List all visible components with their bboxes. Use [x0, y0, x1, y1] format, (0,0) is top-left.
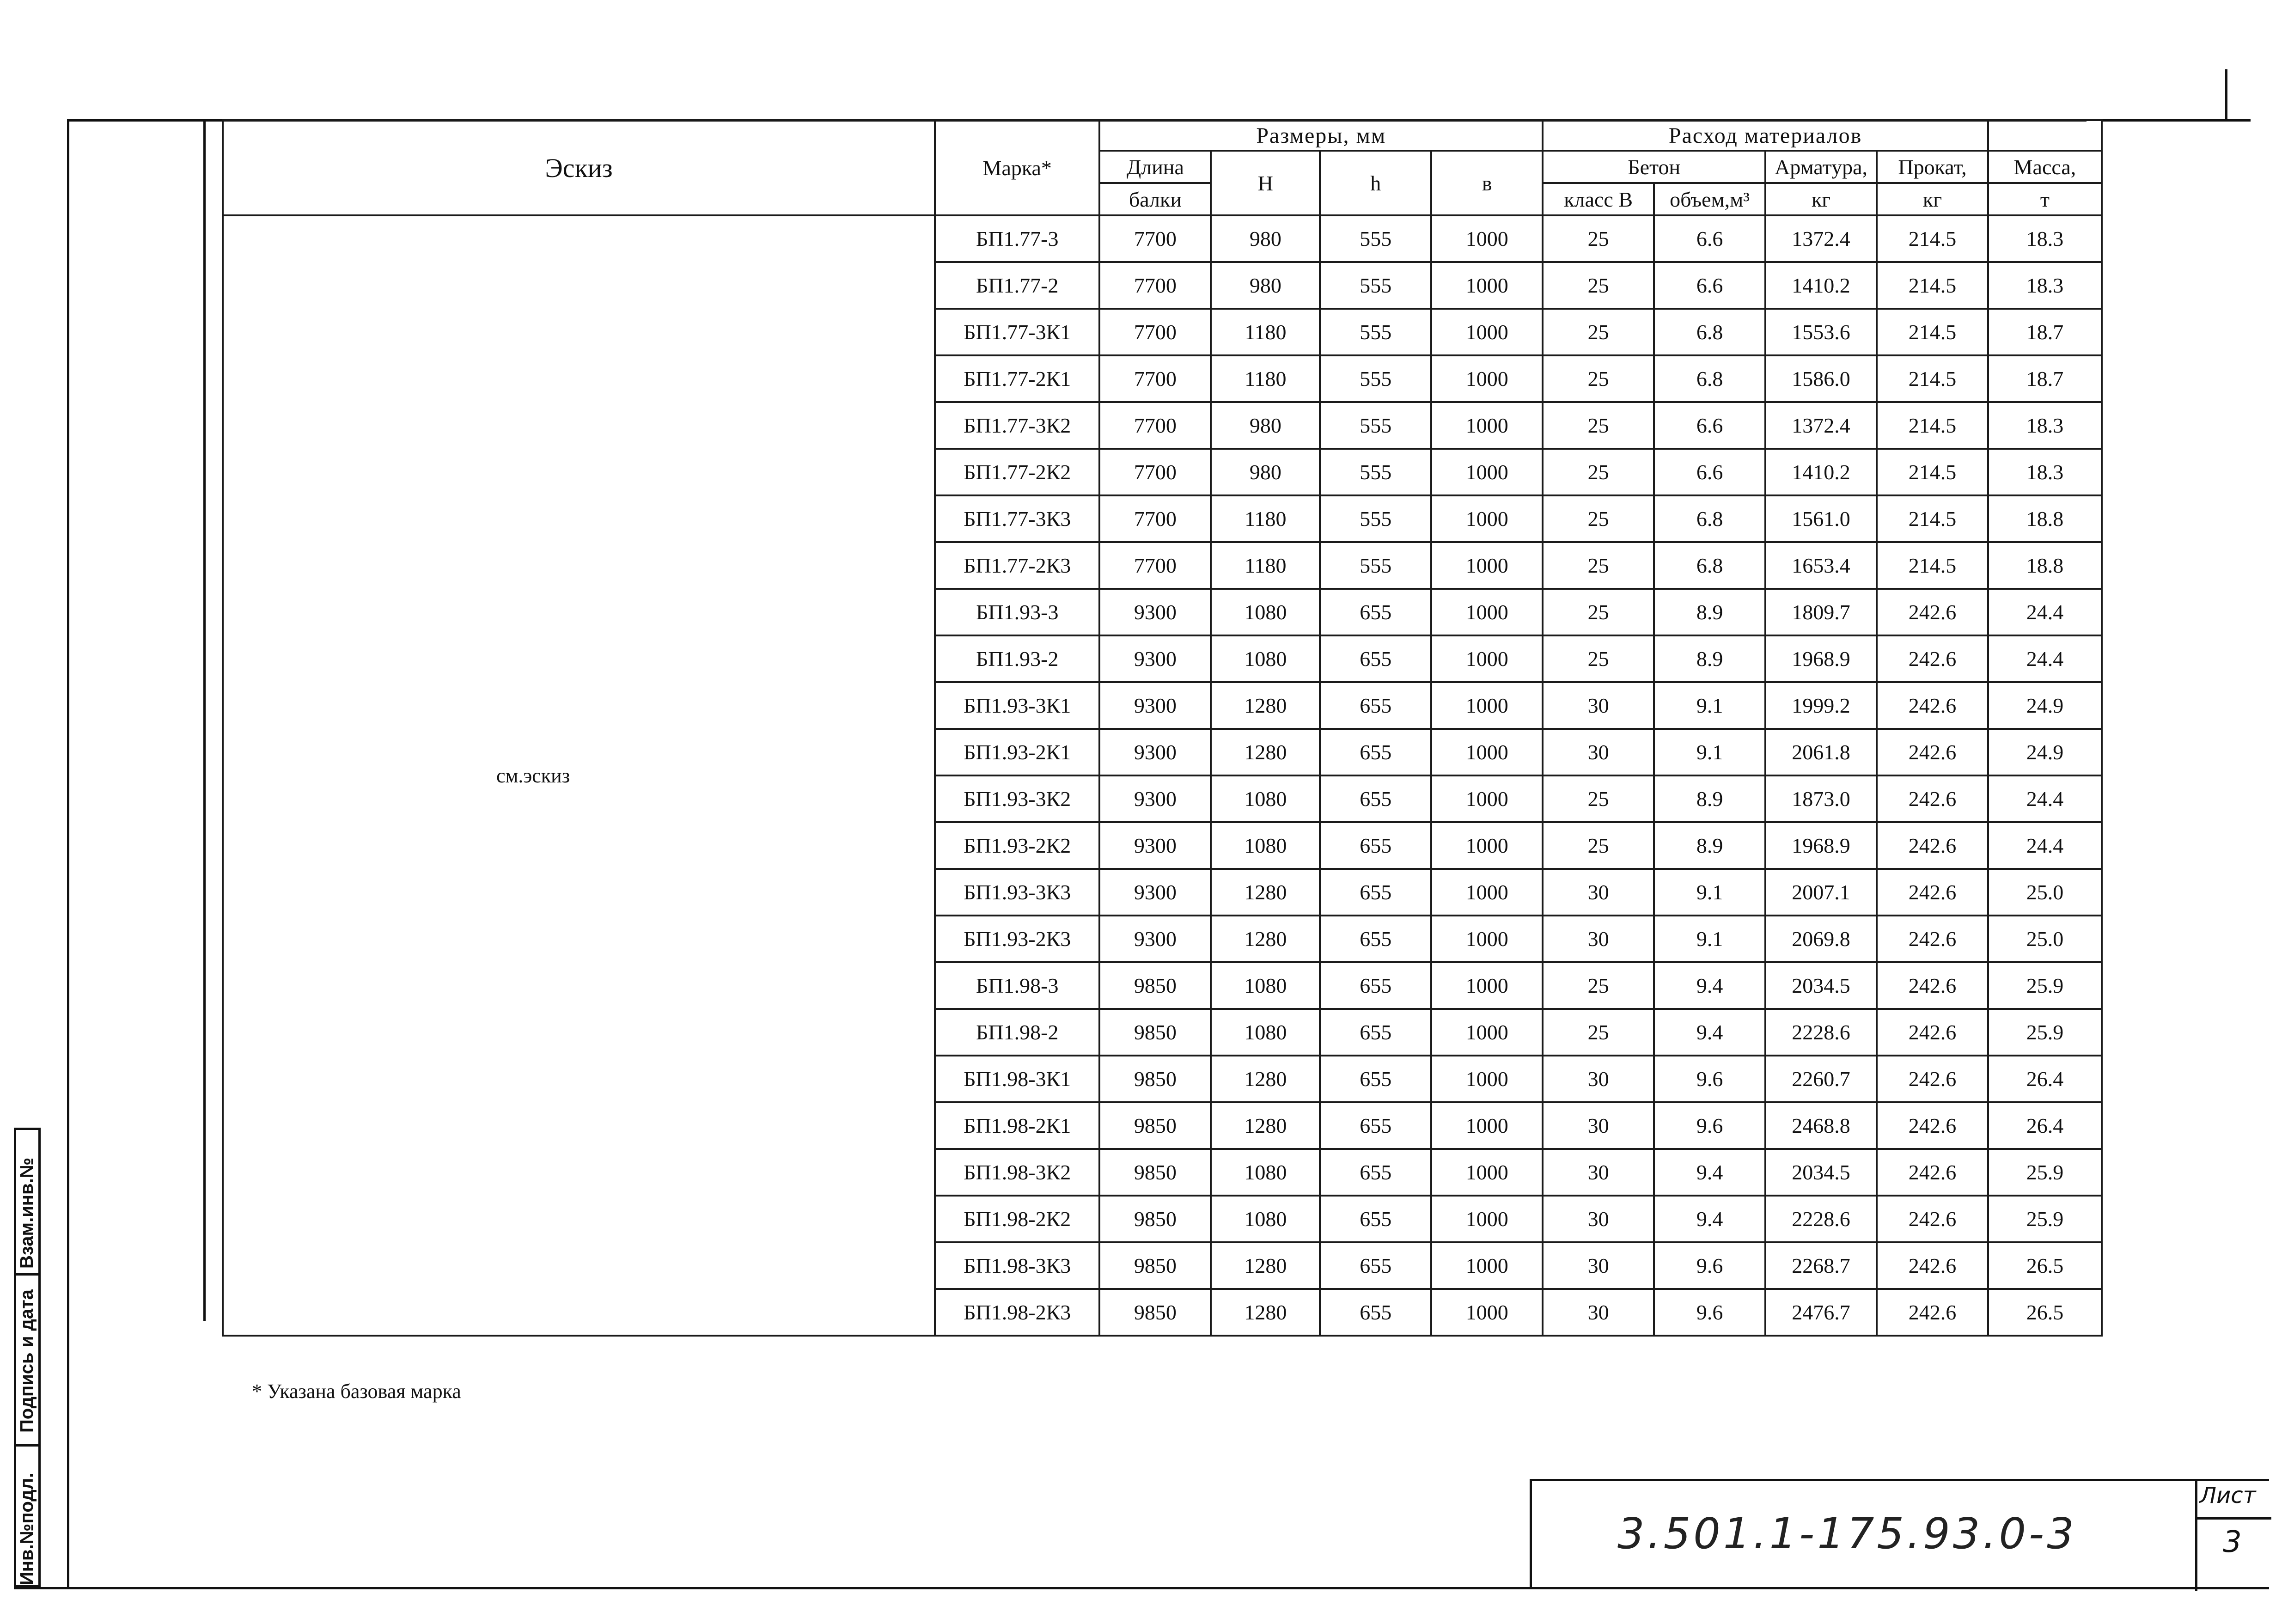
cell-h: 655	[1320, 1242, 1431, 1289]
cell-H: 1080	[1211, 775, 1320, 822]
cell-b: 1000	[1431, 822, 1543, 869]
cell-concrete-volume: 9.6	[1654, 1102, 1765, 1149]
cell-concrete-class: 25	[1543, 309, 1654, 355]
cell-concrete-volume: 9.1	[1654, 916, 1765, 962]
cell-rolled: 242.6	[1877, 1056, 1988, 1102]
cell-mark: БП1.98-3К3	[935, 1242, 1099, 1289]
cell-b: 1000	[1431, 589, 1543, 635]
cell-mass: 18.3	[1988, 449, 2102, 495]
header-mass-top: Масса,	[1988, 151, 2102, 183]
cell-H: 1180	[1211, 542, 1320, 589]
cell-rolled: 242.6	[1877, 1289, 1988, 1336]
cell-length: 9850	[1099, 1242, 1211, 1289]
cell-concrete-class: 30	[1543, 1102, 1654, 1149]
cell-h: 655	[1320, 1009, 1431, 1056]
cell-concrete-class: 30	[1543, 682, 1654, 729]
cell-mark: БП1.98-3	[935, 962, 1099, 1009]
cell-rolled: 242.6	[1877, 682, 1988, 729]
cell-H: 980	[1211, 215, 1320, 262]
cell-rebar: 2034.5	[1765, 962, 1877, 1009]
cell-h: 555	[1320, 449, 1431, 495]
cell-h: 655	[1320, 589, 1431, 635]
header-rebar-bottom: кг	[1765, 183, 1877, 215]
header-rebar-top: Арматура,	[1765, 151, 1877, 183]
cell-concrete-class: 25	[1543, 262, 1654, 309]
cell-rolled: 242.6	[1877, 1196, 1988, 1242]
cell-mark: БП1.93-3	[935, 589, 1099, 635]
side-divider-2	[16, 1444, 38, 1447]
cell-H: 980	[1211, 262, 1320, 309]
cell-H: 1180	[1211, 309, 1320, 355]
cell-mark: БП1.93-2К3	[935, 916, 1099, 962]
cell-b: 1000	[1431, 869, 1543, 916]
cell-rolled: 214.5	[1877, 262, 1988, 309]
cell-H: 1180	[1211, 495, 1320, 542]
cell-rebar: 1873.0	[1765, 775, 1877, 822]
cell-rolled: 242.6	[1877, 1102, 1988, 1149]
cell-mark: БП1.77-3К3	[935, 495, 1099, 542]
stamp-sheet-divider	[2195, 1517, 2271, 1520]
header-mark: Марка*	[935, 120, 1099, 215]
cell-concrete-volume: 9.6	[1654, 1242, 1765, 1289]
header-sketch: Эскиз	[223, 120, 935, 215]
cell-b: 1000	[1431, 402, 1543, 449]
cell-b: 1000	[1431, 1289, 1543, 1336]
cell-concrete-class: 30	[1543, 1149, 1654, 1196]
cell-rebar: 1553.6	[1765, 309, 1877, 355]
cell-rolled: 242.6	[1877, 775, 1988, 822]
cell-length: 9850	[1099, 1196, 1211, 1242]
cell-rebar: 1586.0	[1765, 355, 1877, 402]
cell-length: 7700	[1099, 402, 1211, 449]
cell-concrete-volume: 8.9	[1654, 822, 1765, 869]
cell-length: 7700	[1099, 495, 1211, 542]
cell-H: 1080	[1211, 635, 1320, 682]
cell-concrete-class: 30	[1543, 916, 1654, 962]
cell-mass: 18.3	[1988, 262, 2102, 309]
cell-h: 555	[1320, 355, 1431, 402]
cell-h: 655	[1320, 1102, 1431, 1149]
frame-left-line	[67, 119, 69, 1589]
cell-h: 555	[1320, 402, 1431, 449]
cell-mass: 18.3	[1988, 215, 2102, 262]
side-inv-no: Инв.№подл.	[17, 1472, 37, 1585]
cell-b: 1000	[1431, 309, 1543, 355]
header-length-bottom: балки	[1099, 183, 1211, 215]
cell-concrete-volume: 6.6	[1654, 402, 1765, 449]
cell-b: 1000	[1431, 262, 1543, 309]
cell-rolled: 214.5	[1877, 542, 1988, 589]
cell-mark: БП1.93-2К2	[935, 822, 1099, 869]
cell-H: 1280	[1211, 916, 1320, 962]
cell-concrete-class: 25	[1543, 1009, 1654, 1056]
cell-length: 9850	[1099, 962, 1211, 1009]
cell-concrete-class: 25	[1543, 635, 1654, 682]
cell-rolled: 242.6	[1877, 962, 1988, 1009]
header-length-top: Длина	[1099, 151, 1211, 183]
cell-concrete-class: 25	[1543, 495, 1654, 542]
cell-rebar: 1372.4	[1765, 215, 1877, 262]
cell-concrete-class: 30	[1543, 1242, 1654, 1289]
cell-length: 9300	[1099, 775, 1211, 822]
cell-mass: 24.4	[1988, 635, 2102, 682]
cell-b: 1000	[1431, 962, 1543, 1009]
cell-concrete-volume: 9.1	[1654, 729, 1765, 775]
header-mass-blank	[1988, 120, 2102, 151]
cell-rebar: 2476.7	[1765, 1289, 1877, 1336]
cell-rolled: 242.6	[1877, 1149, 1988, 1196]
cell-h: 555	[1320, 309, 1431, 355]
header-h: h	[1320, 151, 1431, 215]
cell-rolled: 214.5	[1877, 495, 1988, 542]
header-concrete: Бетон	[1543, 151, 1765, 183]
cell-H: 1080	[1211, 1009, 1320, 1056]
cell-rolled: 214.5	[1877, 215, 1988, 262]
cell-rebar: 2034.5	[1765, 1149, 1877, 1196]
cell-concrete-volume: 8.9	[1654, 635, 1765, 682]
cell-b: 1000	[1431, 775, 1543, 822]
cell-concrete-class: 25	[1543, 215, 1654, 262]
cell-mass: 25.9	[1988, 1196, 2102, 1242]
cell-H: 1280	[1211, 1102, 1320, 1149]
cell-H: 980	[1211, 402, 1320, 449]
cell-mark: БП1.93-2	[935, 635, 1099, 682]
table-row	[223, 215, 2102, 262]
cell-mass: 25.9	[1988, 1149, 2102, 1196]
cell-b: 1000	[1431, 1242, 1543, 1289]
cell-concrete-volume: 6.8	[1654, 495, 1765, 542]
cell-mark: БП1.93-2К1	[935, 729, 1099, 775]
cell-length: 9300	[1099, 822, 1211, 869]
cell-rebar: 1809.7	[1765, 589, 1877, 635]
cell-mass: 25.0	[1988, 869, 2102, 916]
cell-b: 1000	[1431, 215, 1543, 262]
cell-rolled: 214.5	[1877, 309, 1988, 355]
cell-rebar: 2228.6	[1765, 1196, 1877, 1242]
cell-length: 9300	[1099, 869, 1211, 916]
cell-concrete-class: 25	[1543, 775, 1654, 822]
header-rolled-bottom: кг	[1877, 183, 1988, 215]
cell-length: 9850	[1099, 1009, 1211, 1056]
cell-h: 655	[1320, 775, 1431, 822]
cell-length: 9850	[1099, 1149, 1211, 1196]
cell-h: 655	[1320, 1196, 1431, 1242]
cell-mass: 24.4	[1988, 822, 2102, 869]
side-sign-date: Подпись и дата	[17, 1289, 37, 1433]
cell-length: 9300	[1099, 589, 1211, 635]
header-concrete-class: класс В	[1543, 183, 1654, 215]
cell-rebar: 2260.7	[1765, 1056, 1877, 1102]
cell-mark: БП1.98-2К3	[935, 1289, 1099, 1336]
cell-concrete-volume: 9.1	[1654, 869, 1765, 916]
cell-length: 9850	[1099, 1056, 1211, 1102]
cell-mark: БП1.77-2К2	[935, 449, 1099, 495]
frame-inner-left-line	[203, 119, 206, 1321]
cell-rolled: 242.6	[1877, 635, 1988, 682]
cell-b: 1000	[1431, 355, 1543, 402]
table-body	[223, 215, 2102, 1336]
cell-mark: БП1.98-2	[935, 1009, 1099, 1056]
cell-H: 1080	[1211, 1196, 1320, 1242]
cell-mark: БП1.77-3К2	[935, 402, 1099, 449]
cell-concrete-class: 25	[1543, 962, 1654, 1009]
cell-rolled: 214.5	[1877, 355, 1988, 402]
cell-b: 1000	[1431, 916, 1543, 962]
footnote: * Указана базовая марка	[252, 1380, 461, 1403]
cell-rebar: 1999.2	[1765, 682, 1877, 729]
cell-length: 9850	[1099, 1102, 1211, 1149]
cell-h: 655	[1320, 1289, 1431, 1336]
cell-h: 655	[1320, 869, 1431, 916]
cell-rebar: 2228.6	[1765, 1009, 1877, 1056]
cell-concrete-class: 25	[1543, 589, 1654, 635]
cell-rebar: 1968.9	[1765, 822, 1877, 869]
cell-H: 980	[1211, 449, 1320, 495]
cell-h: 555	[1320, 495, 1431, 542]
cell-rolled: 242.6	[1877, 1242, 1988, 1289]
cell-rolled: 242.6	[1877, 822, 1988, 869]
cell-b: 1000	[1431, 449, 1543, 495]
cell-concrete-class: 30	[1543, 1196, 1654, 1242]
frame-right-top-line	[2103, 119, 2251, 122]
cell-rebar: 2061.8	[1765, 729, 1877, 775]
cell-rebar: 1372.4	[1765, 402, 1877, 449]
cell-mass: 25.9	[1988, 1009, 2102, 1056]
cell-rolled: 242.6	[1877, 1009, 1988, 1056]
cell-mass: 18.8	[1988, 542, 2102, 589]
cell-rebar: 1968.9	[1765, 635, 1877, 682]
cell-concrete-volume: 6.6	[1654, 215, 1765, 262]
cell-mark: БП1.77-3К1	[935, 309, 1099, 355]
header-mass-bottom: т	[1988, 183, 2102, 215]
cell-concrete-volume: 9.1	[1654, 682, 1765, 729]
cell-length: 9300	[1099, 635, 1211, 682]
header-dimensions: Размеры, мм	[1099, 120, 1543, 151]
frame-right-mark	[2225, 69, 2227, 120]
cell-rebar: 1561.0	[1765, 495, 1877, 542]
cell-H: 1280	[1211, 1056, 1320, 1102]
cell-rebar: 1410.2	[1765, 262, 1877, 309]
header-materials: Расход материалов	[1543, 120, 1988, 151]
cell-b: 1000	[1431, 1009, 1543, 1056]
cell-H: 1280	[1211, 1242, 1320, 1289]
cell-length: 9300	[1099, 729, 1211, 775]
cell-mark: БП1.77-2К3	[935, 542, 1099, 589]
cell-mass: 26.4	[1988, 1102, 2102, 1149]
cell-h: 655	[1320, 635, 1431, 682]
stamp-divider	[2195, 1481, 2197, 1591]
cell-mark: БП1.93-3К1	[935, 682, 1099, 729]
cell-mass: 26.5	[1988, 1242, 2102, 1289]
cell-H: 1080	[1211, 962, 1320, 1009]
cell-mark: БП1.93-3К2	[935, 775, 1099, 822]
cell-mass: 25.9	[1988, 962, 2102, 1009]
cell-concrete-volume: 9.4	[1654, 1196, 1765, 1242]
cell-mark: БП1.77-2К1	[935, 355, 1099, 402]
cell-h: 555	[1320, 215, 1431, 262]
cell-b: 1000	[1431, 1056, 1543, 1102]
cell-b: 1000	[1431, 1102, 1543, 1149]
header-b: в	[1431, 151, 1543, 215]
cell-concrete-class: 30	[1543, 869, 1654, 916]
beam-spec-table	[222, 119, 2103, 1337]
cell-concrete-class: 25	[1543, 402, 1654, 449]
cell-concrete-class: 25	[1543, 449, 1654, 495]
header-H: H	[1211, 151, 1320, 215]
cell-mark: БП1.93-3К3	[935, 869, 1099, 916]
cell-concrete-volume: 9.4	[1654, 1149, 1765, 1196]
cell-concrete-class: 30	[1543, 1056, 1654, 1102]
sketch-note: см.эскиз	[223, 215, 935, 1336]
cell-concrete-volume: 8.9	[1654, 589, 1765, 635]
cell-rebar: 2069.8	[1765, 916, 1877, 962]
cell-h: 655	[1320, 916, 1431, 962]
cell-H: 1080	[1211, 822, 1320, 869]
cell-h: 655	[1320, 1056, 1431, 1102]
cell-h: 555	[1320, 262, 1431, 309]
cell-mark: БП1.98-3К2	[935, 1149, 1099, 1196]
cell-H: 1280	[1211, 729, 1320, 775]
cell-length: 7700	[1099, 309, 1211, 355]
cell-length: 9300	[1099, 682, 1211, 729]
cell-mass: 24.4	[1988, 775, 2102, 822]
cell-concrete-volume: 9.6	[1654, 1289, 1765, 1336]
cell-h: 655	[1320, 729, 1431, 775]
cell-rolled: 242.6	[1877, 869, 1988, 916]
cell-rebar: 2268.7	[1765, 1242, 1877, 1289]
cell-b: 1000	[1431, 729, 1543, 775]
cell-concrete-volume: 9.4	[1654, 1009, 1765, 1056]
header-rolled-top: Прокат,	[1877, 151, 1988, 183]
cell-length: 7700	[1099, 449, 1211, 495]
cell-length: 7700	[1099, 542, 1211, 589]
cell-mark: БП1.77-2	[935, 262, 1099, 309]
header-concrete-volume: объем,м³	[1654, 183, 1765, 215]
cell-mass: 18.7	[1988, 309, 2102, 355]
cell-mass: 24.9	[1988, 682, 2102, 729]
cell-length: 9300	[1099, 916, 1211, 962]
cell-mass: 25.0	[1988, 916, 2102, 962]
cell-concrete-class: 30	[1543, 1289, 1654, 1336]
cell-h: 655	[1320, 962, 1431, 1009]
cell-mass: 24.9	[1988, 729, 2102, 775]
cell-rolled: 214.5	[1877, 449, 1988, 495]
cell-b: 1000	[1431, 542, 1543, 589]
cell-concrete-volume: 6.6	[1654, 262, 1765, 309]
cell-concrete-class: 30	[1543, 729, 1654, 775]
cell-mass: 18.3	[1988, 402, 2102, 449]
side-replace-inv: Взам.инв.№	[17, 1157, 37, 1269]
cell-H: 1080	[1211, 589, 1320, 635]
cell-mass: 26.5	[1988, 1289, 2102, 1336]
cell-length: 9850	[1099, 1289, 1211, 1336]
cell-h: 655	[1320, 1149, 1431, 1196]
cell-H: 1280	[1211, 869, 1320, 916]
cell-concrete-class: 25	[1543, 542, 1654, 589]
cell-length: 7700	[1099, 355, 1211, 402]
cell-mass: 18.7	[1988, 355, 2102, 402]
cell-mass: 18.8	[1988, 495, 2102, 542]
cell-rebar: 1653.4	[1765, 542, 1877, 589]
cell-rebar: 1410.2	[1765, 449, 1877, 495]
cell-h: 555	[1320, 542, 1431, 589]
cell-length: 7700	[1099, 215, 1211, 262]
cell-rolled: 214.5	[1877, 402, 1988, 449]
cell-mark: БП1.98-2К2	[935, 1196, 1099, 1242]
cell-rolled: 242.6	[1877, 916, 1988, 962]
sheet-label: Лист	[2200, 1483, 2256, 1508]
cell-H: 1280	[1211, 1289, 1320, 1336]
cell-b: 1000	[1431, 635, 1543, 682]
cell-concrete-volume: 6.8	[1654, 309, 1765, 355]
cell-concrete-volume: 6.8	[1654, 542, 1765, 589]
cell-concrete-volume: 6.8	[1654, 355, 1765, 402]
cell-mass: 24.4	[1988, 589, 2102, 635]
side-divider-1	[16, 1273, 38, 1276]
cell-concrete-volume: 6.6	[1654, 449, 1765, 495]
cell-mark: БП1.98-3К1	[935, 1056, 1099, 1102]
cell-length: 7700	[1099, 262, 1211, 309]
cell-H: 1080	[1211, 1149, 1320, 1196]
cell-b: 1000	[1431, 1196, 1543, 1242]
cell-b: 1000	[1431, 495, 1543, 542]
cell-h: 655	[1320, 822, 1431, 869]
cell-rolled: 242.6	[1877, 589, 1988, 635]
cell-mark: БП1.77-3	[935, 215, 1099, 262]
cell-concrete-volume: 9.6	[1654, 1056, 1765, 1102]
cell-b: 1000	[1431, 682, 1543, 729]
cell-concrete-volume: 9.4	[1654, 962, 1765, 1009]
cell-concrete-class: 25	[1543, 822, 1654, 869]
cell-concrete-volume: 8.9	[1654, 775, 1765, 822]
cell-rebar: 2007.1	[1765, 869, 1877, 916]
cell-H: 1280	[1211, 682, 1320, 729]
cell-concrete-class: 25	[1543, 355, 1654, 402]
cell-rolled: 242.6	[1877, 729, 1988, 775]
cell-mark: БП1.98-2К1	[935, 1102, 1099, 1149]
cell-H: 1180	[1211, 355, 1320, 402]
document-code: 3.501.1-175.93.0-3	[1617, 1509, 2077, 1558]
sheet-number: 3	[2223, 1525, 2242, 1559]
cell-h: 655	[1320, 682, 1431, 729]
cell-rebar: 2468.8	[1765, 1102, 1877, 1149]
cell-mass: 26.4	[1988, 1056, 2102, 1102]
cell-b: 1000	[1431, 1149, 1543, 1196]
